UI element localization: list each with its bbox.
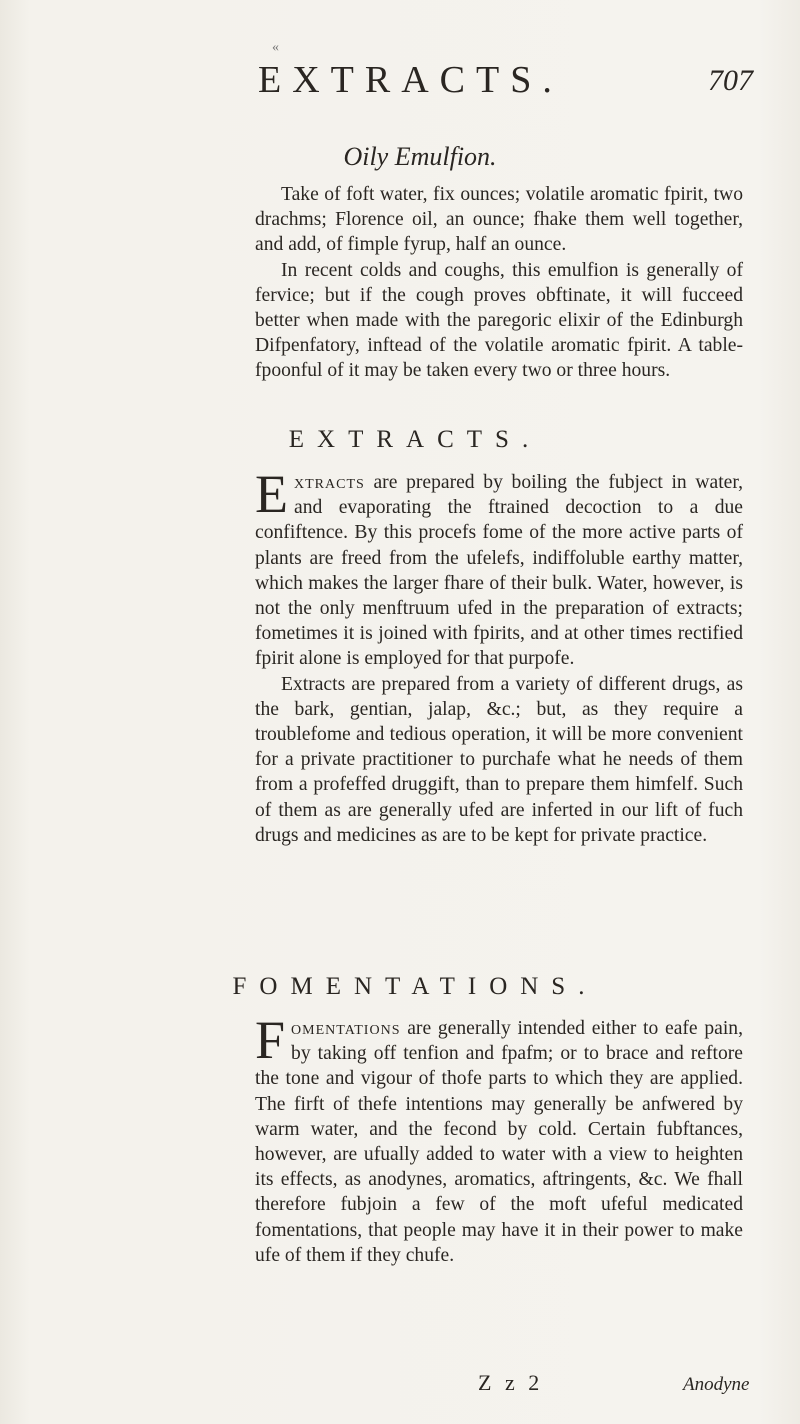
extracts-heading: EXTRACTS. bbox=[288, 426, 542, 453]
extracts-paragraph-1-text: are prepared by boiling the fubject in water, and evaporating the ftrained decoction to a due confiftence. By this procefs fome of the more active parts of plants are freed from the ufelefs, indiffoluble earthy matter, which makes the larger fhare of their bulk. Water, however, is not the only menftruum ufed in the preparation of extracts; fometimes it is joined with fpirits, and at other times rectified fpirit alone is employed for that purpofe. bbox=[255, 472, 743, 670]
margin-mark: « bbox=[272, 40, 279, 55]
extracts-lead-caps: xtracts bbox=[294, 472, 365, 493]
page-footer bbox=[0, 1370, 800, 1400]
oily-emulsion-paragraph: Take of foft water, fix ounces; volatile aromatic fpirit, two drachms; Florence oil, an ounce; fhake them well together, and add, of fimple fyrup, half an ounce. bbox=[255, 184, 743, 256]
running-head bbox=[0, 58, 800, 108]
fomentations-dropcap: F bbox=[255, 1010, 286, 1070]
fomentations-paragraph-1-text: are generally intended either to eafe pain, by taking off tenfion and fpafm; or to brace and reftore the tone and vigour of thofe parts to which they are applied. The firft of thefe intentions may generally be anfwered by warm water, and the fecond by cold. Certain fubftances, however, are ufually added to water with a view to heighten its effects, as anodynes, aromatics, aftringents, &c. We fhall therefore fubjoin a few of the moft ufeful medicated fomentations, that people may have it in their power to make ufe of them if they chufe. bbox=[255, 1018, 743, 1266]
page-number: 707 bbox=[708, 64, 753, 97]
oily-emulsion-paragraph: In recent colds and coughs, this emulfion is generally of fervice; but if the cough proves obftinate, it will fucceed better when made with the paregoric elixir of the Edinburgh Difpenfatory, inftead of the volatile aromatic fpirit. A table-fpoonful of it may be taken every two or three hours. bbox=[255, 259, 743, 382]
oily-emulsion-body bbox=[255, 182, 743, 384]
fomentations-heading: FOMENTATIONS. bbox=[232, 973, 598, 1000]
oily-emulsion-title: Oily Emulfion. bbox=[343, 142, 497, 171]
fomentations-lead-caps: omentations bbox=[291, 1018, 401, 1039]
extracts-paragraph-1 bbox=[255, 464, 743, 672]
signature-mark: Z z 2 bbox=[478, 1370, 544, 1395]
extracts-paragraph-2: Extracts are prepared from a variety of different drugs, as the bark, gentian, jalap, &c.; but, as they require a troublefome and tedious operation, it will be more convenient for a private practitioner to purchafe what he needs of them from a profeffed druggift, than to prepare them himfelf. Such of them as are generally ufed are inferted in our lift of fuch drugs and medicines as are to be kept for private practice. bbox=[255, 673, 743, 846]
running-head-title: EXTRACTS. bbox=[258, 59, 563, 101]
extracts-body bbox=[255, 464, 743, 848]
fomentations-body bbox=[255, 1010, 743, 1268]
catchword: Anodyne bbox=[683, 1374, 750, 1395]
fomentations-paragraph-1 bbox=[255, 1010, 743, 1268]
extracts-dropcap: E bbox=[255, 464, 288, 524]
